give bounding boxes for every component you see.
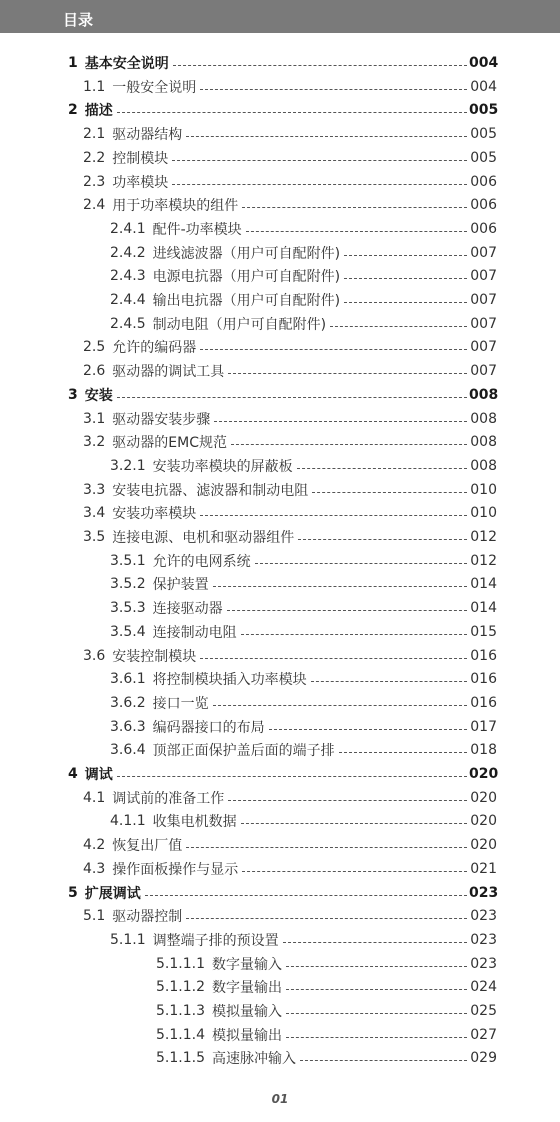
toc-entry-title: 连接电源、电机和驱动器组件 — [112, 530, 295, 546]
toc-dot-leader — [242, 871, 467, 872]
toc-entry-number: 3.5.2 — [110, 576, 146, 593]
toc-entry[interactable] — [83, 431, 497, 453]
toc-entry-page: 020 — [470, 789, 497, 806]
toc-dot-leader — [269, 729, 467, 730]
toc-entry-page: 008 — [470, 457, 497, 474]
toc-entry-page: 029 — [470, 1050, 497, 1067]
toc-entry-number: 2.4.1 — [110, 220, 146, 237]
toc-entry-page: 015 — [470, 623, 497, 640]
header-bar — [0, 0, 560, 33]
toc-entry-page: 004 — [470, 78, 497, 95]
toc-entry-number: 3.2 — [83, 434, 106, 451]
toc-entry-title: 用于功率模块的组件 — [112, 198, 239, 215]
toc-entry-number: 5.1.1.2 — [156, 979, 205, 996]
toc-entry-title: 连接驱动器 — [152, 601, 223, 618]
toc-entry-title: 进线滤波器（用户可自配附件) — [152, 245, 341, 262]
toc-entry-title: 安装电抗器、滤波器和制动电阻 — [112, 482, 309, 499]
toc-dot-leader — [186, 136, 467, 137]
toc-entry-title: 电源电抗器（用户可自配附件) — [152, 269, 341, 286]
toc-entry-page: 023 — [470, 955, 497, 972]
toc-entry-title: 调试前的准备工作 — [112, 790, 225, 807]
toc-entry-number: 2.2 — [83, 149, 106, 166]
toc-entry-title: 一般安全说明 — [112, 79, 197, 96]
toc-entry[interactable] — [110, 929, 497, 951]
toc-entry-page: 024 — [470, 979, 497, 996]
toc-entry-title: 驱动器控制 — [112, 909, 183, 926]
toc-entry-page: 008 — [470, 434, 497, 451]
page-number: 01 — [271, 1092, 289, 1106]
toc-entry[interactable] — [68, 52, 497, 74]
toc-heading: 目录 — [63, 11, 94, 29]
toc-entry[interactable] — [156, 1047, 497, 1069]
toc-entry-number: 3.6.4 — [110, 742, 146, 759]
toc-entry-number: 3.1 — [83, 410, 106, 427]
toc-entry-page: 008 — [470, 410, 497, 427]
toc-entry-number: 3 — [68, 386, 78, 403]
toc-entry-title: 连接制动电阻 — [152, 624, 237, 641]
toc-entry-number: 2.1 — [83, 126, 106, 143]
toc-entry[interactable] — [110, 550, 497, 572]
toc-dot-leader — [286, 989, 467, 990]
toc-entry-page: 004 — [469, 55, 499, 71]
toc-entry-page: 012 — [470, 552, 497, 569]
toc-entry-page: 007 — [470, 315, 497, 332]
toc-dot-leader — [286, 1037, 467, 1038]
toc-dot-leader — [186, 918, 467, 919]
toc-entry-page: 007 — [470, 339, 497, 356]
toc-entry-title: 安装 — [84, 387, 113, 404]
toc-entry-page: 007 — [470, 244, 497, 261]
toc-entry-page: 017 — [470, 718, 497, 735]
toc-entry-number: 1 — [68, 55, 78, 71]
toc-entry-page: 006 — [470, 197, 497, 214]
toc-entry[interactable] — [83, 123, 497, 145]
toc-entry-number: 5.1.1.4 — [156, 1026, 205, 1043]
toc-entry[interactable] — [68, 384, 497, 406]
toc-entry-page: 016 — [470, 671, 497, 688]
toc-entry-number: 3.5 — [83, 529, 106, 545]
toc-entry-number: 3.6.2 — [110, 694, 146, 711]
toc-dot-leader — [145, 895, 467, 896]
toc-dot-leader — [344, 278, 467, 279]
toc-entry-page: 012 — [470, 529, 497, 545]
toc-entry-title: 制动电阻（用户可自配附件) — [152, 316, 327, 333]
toc-entry-number: 2.4.3 — [110, 268, 146, 285]
toc-dot-leader — [200, 89, 467, 90]
toc-entry[interactable] — [83, 76, 497, 98]
toc-entry-title: 配件-功率模块 — [152, 221, 242, 238]
toc-dot-leader — [172, 184, 467, 185]
toc-entry-title: 安装功率模块 — [112, 506, 197, 523]
toc-dot-leader — [117, 397, 467, 398]
toc-entry-page: 020 — [470, 837, 497, 854]
toc-entry-title: 接口一览 — [152, 695, 209, 712]
toc-entry-title: 数字量输入 — [211, 956, 282, 973]
toc-entry-page: 007 — [470, 292, 497, 308]
toc-entry[interactable] — [83, 645, 497, 667]
toc-dot-leader — [344, 302, 467, 303]
toc-entry-title: 驱动器结构 — [112, 127, 183, 144]
toc-dot-leader — [228, 373, 467, 374]
toc-entry-page: 020 — [469, 766, 499, 782]
toc-entry-title: 调试 — [84, 767, 113, 783]
toc-entry[interactable] — [110, 455, 497, 477]
toc-entry-title: 功率模块 — [112, 174, 169, 191]
toc-entry[interactable] — [156, 953, 497, 975]
toc-entry-title: 允许的电网系统 — [152, 553, 251, 570]
toc-entry-page: 005 — [470, 149, 497, 166]
toc-entry-title: 安装控制模块 — [112, 648, 197, 665]
toc-dot-leader — [242, 207, 467, 208]
toc-entry[interactable] — [110, 739, 497, 761]
toc-entry-number: 1.1 — [83, 78, 106, 95]
toc-entry-title: 安装功率模块的屏蔽板 — [152, 458, 293, 475]
toc-entry-title: 输出电抗器（用户可自配附件) — [152, 293, 341, 309]
toc-entry-title: 收集电机数据 — [152, 814, 237, 831]
toc-entry[interactable] — [83, 905, 497, 927]
toc-entry-title: 保护装置 — [152, 577, 209, 594]
toc-entry[interactable] — [83, 171, 497, 193]
toc-entry[interactable] — [83, 787, 497, 809]
toc-entry-number: 4 — [68, 766, 78, 782]
toc-entry-page: 006 — [470, 220, 497, 237]
toc-dot-leader — [286, 1013, 467, 1014]
toc-entry-number: 3.4 — [83, 505, 106, 522]
toc-entry-number: 2.4.4 — [110, 292, 146, 308]
toc-entry-number: 3.3 — [83, 481, 106, 498]
toc-entry-title: 操作面板操作与显示 — [112, 861, 239, 878]
toc-entry-number: 3.5.4 — [110, 623, 146, 640]
toc-entry-page: 020 — [470, 813, 497, 830]
toc-entry-title: 将控制模块插入功率模块 — [152, 672, 307, 689]
toc-entry-number: 3.6.1 — [110, 671, 146, 688]
toc-dot-leader — [241, 823, 467, 824]
toc-entry-number: 5.1.1.5 — [156, 1050, 205, 1067]
toc-entry-number: 5.1.1.3 — [156, 1003, 205, 1019]
toc-entry-page: 021 — [470, 860, 497, 877]
toc-entry-number: 2 — [68, 102, 78, 119]
toc-entry[interactable] — [110, 242, 497, 264]
toc-dot-leader — [330, 326, 467, 327]
toc-dot-leader — [117, 112, 467, 113]
toc-entry-page: 007 — [470, 268, 497, 285]
toc-dot-leader — [172, 160, 467, 161]
toc-entry-number: 5 — [68, 884, 78, 901]
toc-entry[interactable] — [83, 502, 497, 524]
toc-entry[interactable] — [83, 336, 497, 358]
toc-entry-title: 数字量输出 — [211, 980, 282, 997]
toc-entry-title: 驱动器的调试工具 — [112, 364, 225, 381]
toc-dot-leader — [173, 65, 467, 66]
toc-entry-number: 4.1 — [83, 789, 106, 806]
toc-dot-leader — [186, 847, 467, 848]
toc-entry[interactable] — [83, 194, 497, 216]
toc-dot-leader — [200, 515, 467, 516]
toc-entry[interactable] — [110, 573, 497, 595]
toc-entry-page: 027 — [470, 1026, 497, 1043]
toc-entry[interactable] — [68, 763, 497, 785]
toc-entry-number: 3.6.3 — [110, 718, 146, 735]
toc-entry-title: 驱动器安装步骤 — [112, 411, 211, 428]
toc-entry[interactable] — [83, 858, 497, 880]
toc-entry[interactable] — [156, 1000, 497, 1022]
toc-entry-number: 3.5.1 — [110, 552, 146, 569]
toc-dot-leader — [214, 421, 467, 422]
toc-entry-number: 3.2.1 — [110, 457, 146, 474]
toc-dot-leader — [283, 942, 467, 943]
toc-entry[interactable] — [156, 976, 497, 998]
toc-entry[interactable] — [110, 218, 497, 240]
toc-dot-leader — [246, 231, 467, 232]
toc-dot-leader — [344, 255, 467, 256]
toc-dot-leader — [117, 776, 467, 777]
toc-entry-page: 005 — [469, 102, 499, 119]
toc-entry-number: 4.1.1 — [110, 813, 146, 830]
toc-entry-number: 5.1.1 — [110, 931, 146, 948]
toc-entry-number: 2.4.5 — [110, 315, 146, 332]
toc-entry-page: 023 — [470, 931, 497, 948]
toc-dot-leader — [312, 492, 467, 493]
toc-entry-page: 016 — [470, 694, 497, 711]
toc-entry-title: 基本安全说明 — [84, 56, 169, 72]
toc-entry[interactable] — [110, 289, 497, 311]
toc-entry-page: 023 — [469, 884, 499, 901]
toc-entry[interactable] — [156, 1024, 497, 1046]
toc-dot-leader — [241, 634, 467, 635]
toc-entry-title: 调整端子排的预设置 — [152, 932, 279, 949]
toc-entry-page: 014 — [470, 576, 497, 593]
toc-dot-leader — [339, 752, 467, 753]
toc-entry-number: 5.1 — [83, 908, 106, 925]
toc-entry-title: 模拟量输出 — [211, 1027, 282, 1044]
toc-entry[interactable] — [83, 526, 497, 548]
toc-entry-page: 007 — [470, 363, 497, 380]
toc-entry[interactable] — [83, 834, 497, 856]
toc-entry-page: 010 — [470, 481, 497, 498]
toc-entry-page: 006 — [470, 173, 497, 190]
toc-entry-title: 顶部正面保护盖后面的端子排 — [152, 743, 335, 760]
toc-entry-page: 014 — [470, 600, 497, 617]
toc-entry[interactable] — [83, 408, 497, 430]
toc-entry-number: 2.4.2 — [110, 244, 146, 261]
toc-entry[interactable] — [110, 668, 497, 690]
toc-entry[interactable] — [110, 621, 497, 643]
toc-entry-page: 008 — [469, 386, 499, 403]
toc-entry-number: 3.5.3 — [110, 600, 146, 617]
toc-entry[interactable] — [83, 360, 497, 382]
toc-entry-title: 控制模块 — [112, 150, 169, 167]
toc-dot-leader — [231, 444, 467, 445]
toc-entry-number: 4.3 — [83, 860, 106, 877]
toc-entry-page: 005 — [470, 126, 497, 143]
toc-entry-number: 5.1.1.1 — [156, 955, 205, 972]
toc-entry-page: 016 — [470, 647, 497, 664]
toc-entry-page: 010 — [470, 505, 497, 522]
toc-entry-number: 4.2 — [83, 837, 106, 854]
toc-entry-title: 描述 — [84, 103, 113, 120]
toc-entry-number: 2.4 — [83, 197, 106, 214]
toc-entry[interactable] — [110, 716, 497, 738]
toc-entry[interactable] — [83, 479, 497, 501]
toc-entry[interactable] — [110, 597, 497, 619]
toc-entry-number: 3.6 — [83, 647, 106, 664]
toc-dot-leader — [200, 349, 467, 350]
toc-entry[interactable] — [68, 99, 497, 121]
toc-entry[interactable] — [110, 810, 497, 832]
toc-entry-title: 扩展调试 — [84, 885, 141, 902]
toc-entry-number: 2.5 — [83, 339, 106, 356]
toc-entry[interactable] — [68, 882, 497, 904]
toc-dot-leader — [297, 468, 467, 469]
toc-entry-number: 2.3 — [83, 173, 106, 190]
toc-dot-leader — [300, 1060, 467, 1061]
toc-entry-page: 018 — [470, 742, 497, 759]
toc-dot-leader — [311, 681, 467, 682]
toc-entry-title: 编码器接口的布局 — [152, 719, 265, 736]
toc-entry[interactable] — [110, 313, 497, 335]
toc-dot-leader — [213, 586, 467, 587]
toc-entry[interactable] — [110, 265, 497, 287]
toc-entry-number: 2.6 — [83, 363, 106, 380]
toc-entry-title: 模拟量输入 — [211, 1004, 282, 1020]
toc-entry-page: 023 — [470, 908, 497, 925]
toc-entry[interactable] — [110, 692, 497, 714]
toc-entry-page: 025 — [470, 1003, 497, 1019]
toc-dot-leader — [213, 705, 467, 706]
toc-dot-leader — [227, 610, 467, 611]
toc-entry-title: 高速脉冲输入 — [211, 1051, 296, 1068]
toc-entry-title: 驱动器的EMC规范 — [112, 435, 227, 452]
toc-entry-title: 允许的编码器 — [112, 340, 197, 357]
toc-entry[interactable] — [83, 147, 497, 169]
toc-dot-leader — [286, 966, 467, 967]
toc-dot-leader — [255, 563, 467, 564]
toc-dot-leader — [200, 658, 467, 659]
toc-entry-title: 恢复出厂值 — [112, 838, 183, 855]
toc-dot-leader — [228, 800, 467, 801]
toc-dot-leader — [298, 539, 467, 540]
